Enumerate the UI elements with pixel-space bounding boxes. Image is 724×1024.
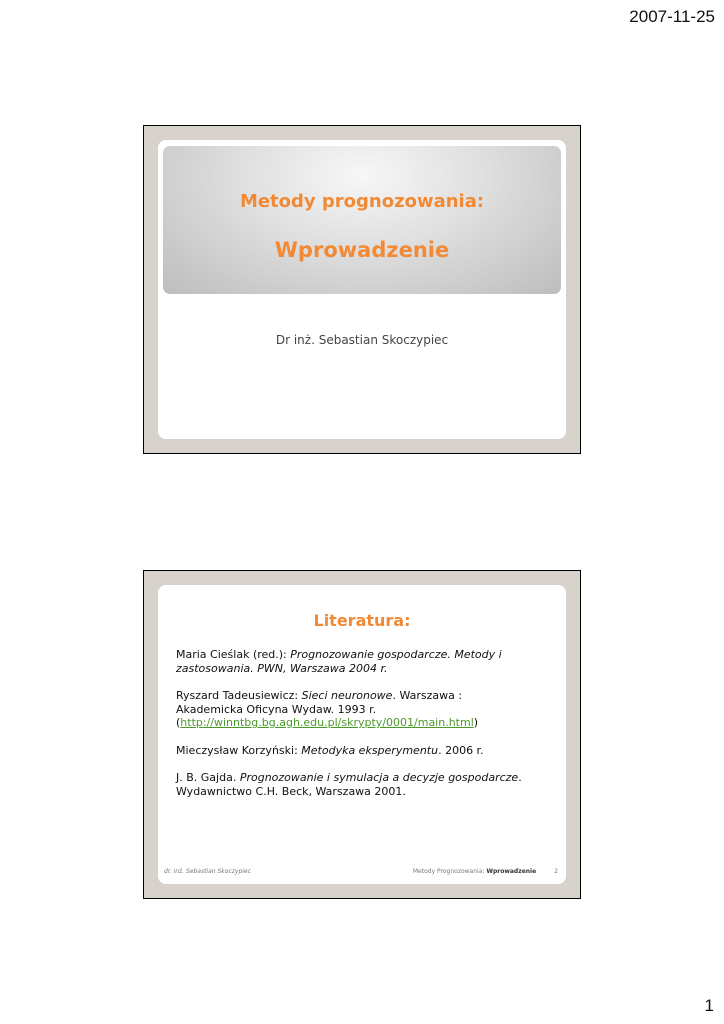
ref-link-close: ) xyxy=(473,716,479,729)
footer-title xyxy=(413,868,558,875)
ref-author: Maria Cieślak (red.): xyxy=(176,648,291,661)
ref-title: Prognozowanie gospodarcze. Metody i zastosowania. PWN, Warszawa 2004 r. xyxy=(176,648,502,675)
literature-heading: Literatura: xyxy=(313,611,411,630)
date-header: 2007-11-25 xyxy=(629,7,715,26)
ref-title: Prognozowanie i symulacja a decyzje gospodarcze xyxy=(239,771,519,784)
slide-1 xyxy=(143,125,581,454)
reference-item xyxy=(176,648,526,675)
ref-details: . Wydawnictwo C.H. Beck, Warszawa 2001. xyxy=(176,771,522,798)
reference-item xyxy=(176,689,526,730)
ref-link-open: ( xyxy=(176,716,181,729)
title-band xyxy=(163,146,561,294)
ref-author: Ryszard Tadeusiewicz: xyxy=(176,689,302,702)
author: Dr inż. Sebastian Skoczypiec xyxy=(275,333,449,347)
page-number: 1 xyxy=(704,996,714,1015)
slide-2 xyxy=(143,570,581,899)
slide-1-content xyxy=(158,140,566,439)
slide-2-content xyxy=(158,585,566,884)
ref-title: Metodyka eksperymentu xyxy=(301,743,439,757)
ref-details: . 2006 r. xyxy=(438,743,484,757)
reference-list xyxy=(176,648,526,812)
reference-item xyxy=(176,771,526,798)
footer-slide-number: 2 xyxy=(554,868,558,875)
reference-item xyxy=(176,744,526,758)
reference-link[interactable]: http://winntbg.bg.agh.edu.pl/skrypty/0001/main.html xyxy=(180,716,474,729)
ref-author: J. B. Gajda. xyxy=(176,771,240,784)
ref-title: Sieci neuronowe xyxy=(301,689,393,702)
footer-course: Metody Prognozowania: xyxy=(412,868,487,875)
slide-title-line2: Wprowadzenie xyxy=(274,238,450,262)
footer-topic: Wprowadzenie xyxy=(486,868,537,875)
slide-title-line1: Metody prognozowania: xyxy=(239,191,485,212)
ref-author: Mieczysław Korzyński: xyxy=(176,743,302,757)
ref-details: . Warszawa : Akademicka Oficyna Wydaw. 1993 r. xyxy=(176,689,463,716)
footer-author: dr. inż. Sebastian Skoczypiec xyxy=(164,868,251,875)
